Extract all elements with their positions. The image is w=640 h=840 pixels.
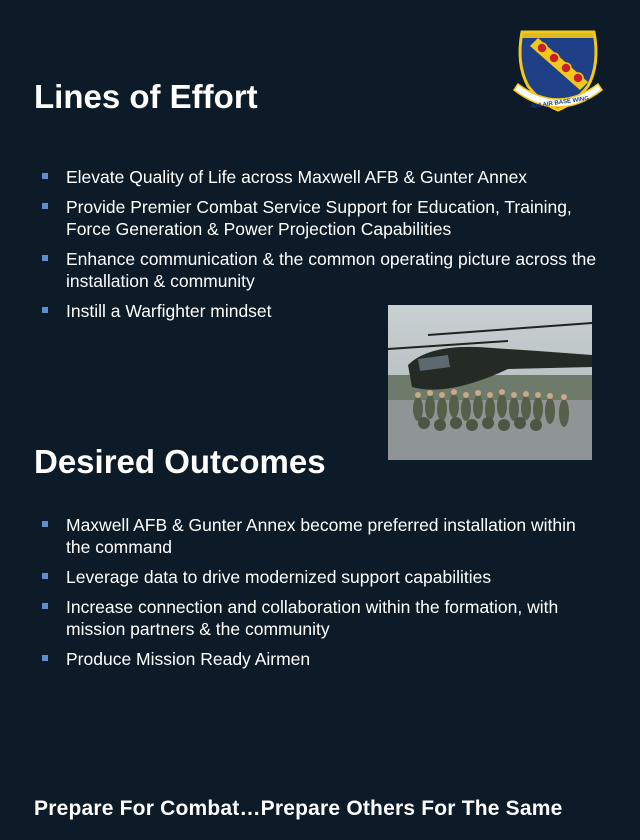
helicopter-group-photo xyxy=(388,305,592,460)
bullet-icon xyxy=(42,203,48,209)
desired-outcomes-list xyxy=(40,514,600,678)
list-item: Maxwell AFB & Gunter Annex become preferred installation within the command xyxy=(40,514,600,558)
bullet-icon xyxy=(42,573,48,579)
bullet-icon xyxy=(42,521,48,527)
bullet-icon xyxy=(42,173,48,179)
emblem-text: 42d AIR BASE WING xyxy=(530,95,590,111)
list-item: Instill a Warfighter mindset xyxy=(40,300,620,322)
footer-slogan: Prepare For Combat…Prepare Others For The Same xyxy=(34,797,563,820)
lines-of-effort-heading: Lines of Effort xyxy=(34,78,258,115)
desired-outcomes-heading: Desired Outcomes xyxy=(34,443,326,480)
bullet-icon xyxy=(42,255,48,261)
wing-emblem xyxy=(508,24,608,120)
bullet-icon xyxy=(42,307,48,313)
helicopter-photo-icon xyxy=(388,305,592,460)
list-item: Increase connection and collaboration within the formation, with mission partners & the community xyxy=(40,596,600,640)
list-item: Produce Mission Ready Airmen xyxy=(40,648,600,670)
list-item: Leverage data to drive modernized support capabilities xyxy=(40,566,600,588)
list-item: Elevate Quality of Life across Maxwell AFB & Gunter Annex xyxy=(40,166,620,188)
list-item: Enhance communication & the common operating picture across the installation & community xyxy=(40,248,620,292)
bullet-icon xyxy=(42,603,48,609)
bullet-icon xyxy=(42,655,48,661)
list-item: Provide Premier Combat Service Support for Education, Training, Force Generation & Power Projection Capabilities xyxy=(40,196,620,240)
